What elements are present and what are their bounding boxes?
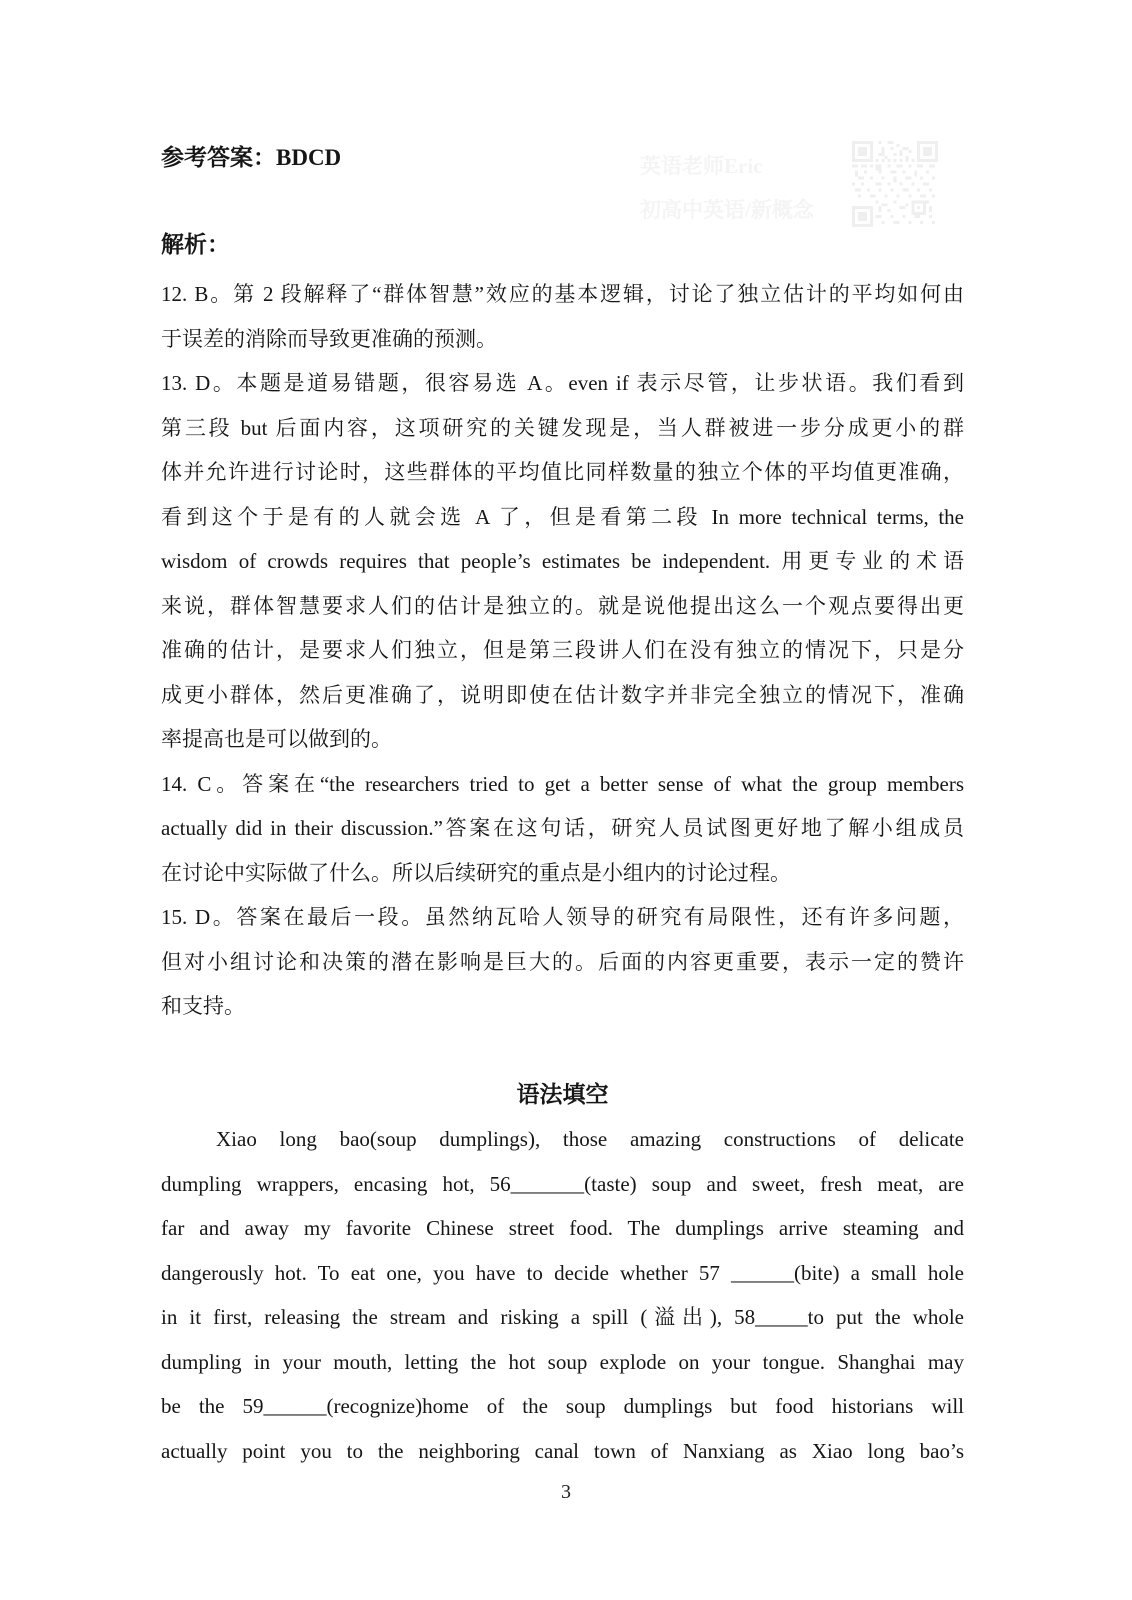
analysis-line: 14. C。答案在“the researchers tried to get a better sense of what the group members <box>161 771 964 796</box>
answer-key-heading: 参考答案：BDCD <box>161 145 342 170</box>
analysis-line: 15. D。答案在最后一段。虽然纳瓦哈人领导的研究有局限性，还有许多问题， <box>161 905 964 929</box>
analysis-line: 第三段 but 后面内容，这项研究的关键发现是，当人群被进一步分成更小的群 <box>161 415 964 440</box>
watermark-line-1: 英语老师Eric <box>640 154 763 178</box>
analysis-line: 率提高也是可以做到的。 <box>161 727 392 751</box>
analysis-body <box>161 272 964 1029</box>
analysis-line: 在讨论中实际做了什么。所以后续研究的重点是小组内的讨论过程。 <box>161 860 791 885</box>
analysis-line: wisdom of crowds requires that people’s estimates be independent. 用更专业的术语 <box>161 549 964 573</box>
analysis-line: 13. D。本题是道易错题，很容易选 A。even if 表示尽管，让步状语。我们看到 <box>161 371 964 395</box>
passage-line: actually point you to the neighboring canal town of Nanxiang as Xiao long bao’s <box>161 1438 964 1463</box>
analysis-line: 体并允许进行讨论时，这些群体的平均值比同样数量的独立个体的平均值更准确， <box>161 460 964 484</box>
passage-line: far and away my favorite Chinese street food. The dumplings arrive steaming and <box>161 1216 964 1240</box>
content-area <box>161 143 964 1473</box>
passage-line: Xiao long bao(soup dumplings), those amazing constructions of delicate <box>216 1127 964 1151</box>
analysis-heading: 解析： <box>161 232 230 257</box>
passage-body <box>161 1117 964 1473</box>
analysis-line: 看到这个于是有的人就会选 A 了，但是看第二段 In more technical terms, the <box>161 504 964 529</box>
analysis-line: 准确的估计，是要求人们独立，但是第三段讲人们在没有独立的情况下，只是分 <box>161 638 964 662</box>
passage-line: in it first, releasing the stream and risking a spill (溢出), 58_____to put the whole <box>161 1305 964 1329</box>
passage-line: be the 59______(recognize)home of the soup dumplings but food historians will <box>161 1394 964 1418</box>
analysis-line: 但对小组讨论和决策的潜在影响是巨大的。后面的内容更重要，表示一定的赞许 <box>161 949 964 974</box>
analysis-line: 来说，群体智慧要求人们的估计是独立的。就是说他提出这么一个观点要得出更 <box>161 593 964 618</box>
analysis-line: actually did in their discussion.”答案在这句话，研究人员试图更好地了解小组成员 <box>161 816 964 840</box>
grammar-section-heading: 语法填空 <box>516 1081 609 1107</box>
page-number: 3 <box>561 1481 571 1503</box>
analysis-line: 成更小群体，然后更准确了，说明即使在估计数字并非完全独立的情况下，准确 <box>161 682 964 707</box>
analysis-line: 12. B。第 2 段解释了“群体智慧”效应的基本逻辑，讨论了独立估计的平均如何由 <box>161 282 964 306</box>
watermark-line-2: 初高中英语/新概念 <box>640 198 814 222</box>
passage-line: dangerously hot. To eat one, you have to decide whether 57 ______(bite) a small hole <box>161 1260 964 1285</box>
passage-line: dumpling in your mouth, letting the hot soup explode on your tongue. Shanghai may <box>161 1349 964 1374</box>
analysis-line: 和支持。 <box>161 994 245 1018</box>
passage-line: dumpling wrappers, encasing hot, 56_______(taste) soup and sweet, fresh meat, are <box>161 1171 964 1196</box>
analysis-line: 于误差的消除而导致更准确的预测。 <box>161 326 497 351</box>
